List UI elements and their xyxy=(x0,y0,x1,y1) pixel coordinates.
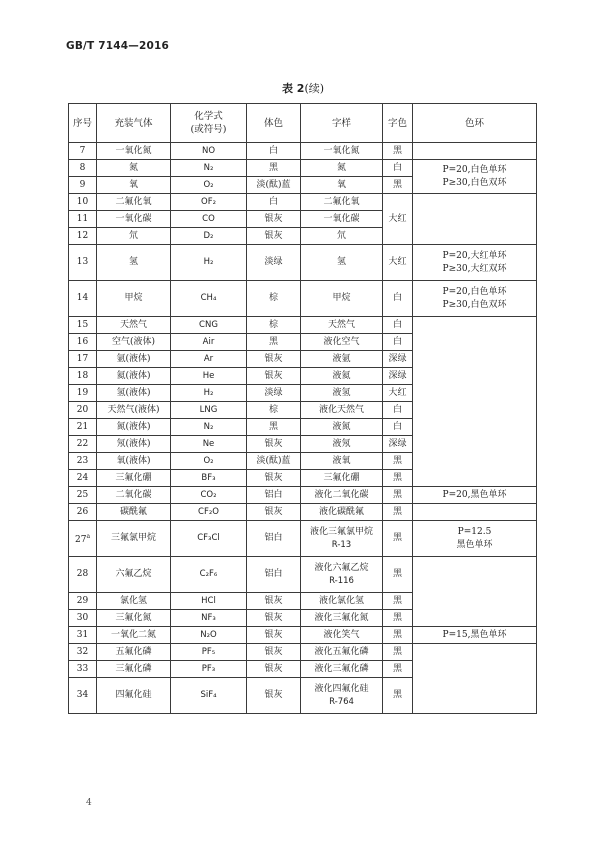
gas-color-table xyxy=(68,103,537,714)
cell-gas: 氮(液体) xyxy=(97,419,171,436)
cell-gas: 二氧化碳 xyxy=(97,487,171,504)
cell-body-color: 银灰 xyxy=(247,644,301,661)
cell-text-color: 深绿 xyxy=(383,368,413,385)
color-ring-line: P=20,黑色单环 xyxy=(442,489,507,500)
row-number: 10 xyxy=(76,196,89,207)
cell-text xyxy=(301,661,383,678)
cell-text xyxy=(301,644,383,661)
cell-text-color: 白 xyxy=(383,419,413,436)
row-number: 24 xyxy=(76,472,89,483)
cell-color-ring xyxy=(413,194,537,245)
cell-text-color: 黑 xyxy=(383,644,413,661)
cell-gas: 天然气 xyxy=(97,317,171,334)
cell-formula: SiF₄ xyxy=(171,678,247,714)
cell-formula: CNG xyxy=(171,317,247,334)
cell-text-line: 氮 xyxy=(336,162,346,173)
cell-no xyxy=(69,160,97,177)
cell-formula: Air xyxy=(171,334,247,351)
cell-body-color: 银灰 xyxy=(247,678,301,714)
cell-text xyxy=(301,351,383,368)
cell-body-color: 淡绿 xyxy=(247,245,301,281)
table-row xyxy=(69,194,537,211)
cell-text xyxy=(301,177,383,194)
cell-formula: C₂F₆ xyxy=(171,557,247,593)
cell-body-color: 铝白 xyxy=(247,521,301,557)
cell-text xyxy=(301,317,383,334)
cell-gas: 三氟化硼 xyxy=(97,470,171,487)
cell-text-color: 黑 xyxy=(383,521,413,557)
table-row xyxy=(69,627,537,644)
cell-no xyxy=(69,521,97,557)
cell-text xyxy=(301,194,383,211)
cell-no xyxy=(69,644,97,661)
cell-text-color: 深绿 xyxy=(383,351,413,368)
cell-text-color: 白 xyxy=(383,281,413,317)
cell-gas: 三氟化氮 xyxy=(97,610,171,627)
cell-text xyxy=(301,678,383,714)
cell-gas: 氧(液体) xyxy=(97,453,171,470)
cell-text-line: 液化碳酰氟 xyxy=(318,506,364,517)
cell-text xyxy=(301,402,383,419)
cell-formula: D₂ xyxy=(171,228,247,245)
cell-body-color: 银灰 xyxy=(247,504,301,521)
cell-text-color: 深绿 xyxy=(383,436,413,453)
color-ring-line: 黑色单环 xyxy=(456,539,493,550)
cell-gas: 四氟化硅 xyxy=(97,678,171,714)
cell-body-color: 淡(酞)蓝 xyxy=(247,177,301,194)
table-row xyxy=(69,317,537,334)
cell-no xyxy=(69,143,97,160)
cell-body-color: 银灰 xyxy=(247,593,301,610)
cell-text-color: 黑 xyxy=(383,504,413,521)
cell-text-line: R-764 xyxy=(329,696,354,707)
cell-no xyxy=(69,194,97,211)
cell-text-line: 液化氯化氢 xyxy=(318,595,364,606)
row-number: 7 xyxy=(79,145,86,156)
cell-gas: 氮 xyxy=(97,160,171,177)
footnote-marker: a xyxy=(86,533,91,540)
cell-no xyxy=(69,661,97,678)
cell-text-line: 天然气 xyxy=(327,319,355,330)
cell-formula: CF₂O xyxy=(171,504,247,521)
col-header-text: 字样 xyxy=(301,104,383,143)
cell-gas: 氩(液体) xyxy=(97,351,171,368)
cell-no xyxy=(69,245,97,281)
color-ring-line: P=20,白色单环 xyxy=(442,164,507,175)
table-row xyxy=(69,245,537,281)
cell-color-ring xyxy=(413,143,537,160)
cell-text-color: 黑 xyxy=(383,661,413,678)
cell-color-ring xyxy=(413,487,537,504)
cell-body-color: 铝白 xyxy=(247,557,301,593)
cell-text-color: 白 xyxy=(383,334,413,351)
cell-formula: CF₃Cl xyxy=(171,521,247,557)
cell-gas: 三氟氯甲烷 xyxy=(97,521,171,557)
cell-body-color: 棕 xyxy=(247,402,301,419)
cell-text-line: 一氧化氮 xyxy=(323,145,360,156)
table-row xyxy=(69,521,537,557)
cell-no xyxy=(69,228,97,245)
cell-no xyxy=(69,317,97,334)
cell-color-ring xyxy=(413,245,537,281)
cell-text xyxy=(301,557,383,593)
cell-text-color: 黑 xyxy=(383,177,413,194)
cell-body-color: 银灰 xyxy=(247,610,301,627)
cell-no xyxy=(69,419,97,436)
row-number: 31 xyxy=(76,629,89,640)
cell-text-color: 大红 xyxy=(383,194,413,245)
cell-gas: 一氧化氮 xyxy=(97,143,171,160)
row-number: 20 xyxy=(76,404,89,415)
cell-gas: 甲烷 xyxy=(97,281,171,317)
cell-formula: O₂ xyxy=(171,453,247,470)
cell-text-line: R-13 xyxy=(331,539,352,550)
row-number: 11 xyxy=(76,213,89,224)
cell-body-color: 棕 xyxy=(247,281,301,317)
col-header-gas: 充装气体 xyxy=(97,104,171,143)
cell-text xyxy=(301,228,383,245)
cell-no xyxy=(69,368,97,385)
row-number: 33 xyxy=(76,663,89,674)
standard-number: GB/T 7144—2016 xyxy=(66,40,170,52)
cell-text xyxy=(301,368,383,385)
cell-no xyxy=(69,211,97,228)
row-number: 15 xyxy=(76,319,89,330)
cell-gas: 氖(液体) xyxy=(97,436,171,453)
cell-no xyxy=(69,593,97,610)
cell-gas: 二氟化氧 xyxy=(97,194,171,211)
cell-gas: 氢 xyxy=(97,245,171,281)
cell-no xyxy=(69,402,97,419)
cell-formula: LNG xyxy=(171,402,247,419)
cell-text xyxy=(301,487,383,504)
cell-text-color: 黑 xyxy=(383,453,413,470)
cell-body-color: 白 xyxy=(247,194,301,211)
table-row xyxy=(69,160,537,177)
cell-formula: NF₃ xyxy=(171,610,247,627)
cell-formula: CH₄ xyxy=(171,281,247,317)
col-header-formula: 化学式 (或符号) xyxy=(171,104,247,143)
cell-formula: H₂ xyxy=(171,385,247,402)
cell-text-line: 液氧 xyxy=(332,455,351,466)
cell-text-color: 大红 xyxy=(383,245,413,281)
row-number: 28 xyxy=(76,569,89,579)
cell-formula: CO₂ xyxy=(171,487,247,504)
row-number: 21 xyxy=(76,421,89,432)
table-caption-label: 表 2 xyxy=(281,82,305,95)
color-ring-line: P=20,白色单环 xyxy=(442,286,507,297)
cell-text-line: 液化六氟乙烷 xyxy=(314,562,369,573)
cell-no xyxy=(69,504,97,521)
cell-text-color: 黑 xyxy=(383,470,413,487)
cell-color-ring xyxy=(413,317,537,487)
cell-no xyxy=(69,453,97,470)
cell-formula: Ne xyxy=(171,436,247,453)
col-header-body-color: 体色 xyxy=(247,104,301,143)
table-header-row xyxy=(69,104,537,143)
cell-body-color: 银灰 xyxy=(247,436,301,453)
cell-text-line: 液化三氟化氮 xyxy=(314,612,369,623)
cell-no xyxy=(69,557,97,593)
row-number: 22 xyxy=(76,438,89,449)
row-number: 9 xyxy=(79,179,86,190)
cell-text-line: 液化三氟化磷 xyxy=(314,663,369,674)
row-number: 26 xyxy=(76,506,89,517)
row-number: 34 xyxy=(76,690,89,700)
color-ring-line: P=12.5 xyxy=(457,526,492,537)
cell-gas: 氘 xyxy=(97,228,171,245)
cell-text-line: 一氧化碳 xyxy=(323,213,360,224)
cell-text xyxy=(301,610,383,627)
cell-text xyxy=(301,385,383,402)
color-ring-line: P≥30,白色双环 xyxy=(442,299,507,310)
table-row xyxy=(69,487,537,504)
cell-formula: HCl xyxy=(171,593,247,610)
table-row xyxy=(69,281,537,317)
cell-text-line: 液氖 xyxy=(332,438,351,449)
col-header-no: 序号 xyxy=(69,104,97,143)
cell-text-color: 大红 xyxy=(383,385,413,402)
cell-body-color: 银灰 xyxy=(247,661,301,678)
table-body xyxy=(69,143,537,714)
cell-body-color: 黑 xyxy=(247,334,301,351)
cell-text-line: 液氦 xyxy=(332,370,351,381)
cell-body-color: 淡绿 xyxy=(247,385,301,402)
cell-gas: 天然气(液体) xyxy=(97,402,171,419)
row-number: 23 xyxy=(76,455,89,466)
cell-color-ring xyxy=(413,557,537,627)
cell-gas: 一氧化二氮 xyxy=(97,627,171,644)
cell-text xyxy=(301,436,383,453)
cell-gas: 氢(液体) xyxy=(97,385,171,402)
row-number: 19 xyxy=(76,387,89,398)
color-ring-line: P=15,黑色单环 xyxy=(442,629,507,640)
col-header-color-ring: 色环 xyxy=(413,104,537,143)
cell-no xyxy=(69,678,97,714)
row-number: 29 xyxy=(76,595,89,606)
row-number: 27 xyxy=(74,535,87,545)
cell-text-line: 液氩 xyxy=(332,353,351,364)
cell-color-ring xyxy=(413,627,537,644)
table-caption xyxy=(0,80,606,96)
cell-body-color: 白 xyxy=(247,143,301,160)
row-number: 30 xyxy=(76,612,89,623)
cell-text-color: 黑 xyxy=(383,557,413,593)
cell-text xyxy=(301,521,383,557)
cell-body-color: 银灰 xyxy=(247,627,301,644)
col-header-text-color: 字色 xyxy=(383,104,413,143)
cell-text xyxy=(301,160,383,177)
cell-formula: N₂ xyxy=(171,419,247,436)
cell-text-line: R-116 xyxy=(329,575,354,586)
cell-text xyxy=(301,334,383,351)
cell-text-line: 液化笑气 xyxy=(323,629,360,640)
cell-no xyxy=(69,281,97,317)
cell-text-line: 液化空气 xyxy=(323,336,360,347)
cell-no xyxy=(69,627,97,644)
cell-text-line: 三氟化硼 xyxy=(323,472,360,483)
cell-formula: H₂ xyxy=(171,245,247,281)
cell-formula: N₂O xyxy=(171,627,247,644)
cell-no xyxy=(69,610,97,627)
cell-text-color: 黑 xyxy=(383,143,413,160)
cell-formula: O₂ xyxy=(171,177,247,194)
cell-text xyxy=(301,470,383,487)
cell-gas: 氧 xyxy=(97,177,171,194)
cell-no xyxy=(69,351,97,368)
cell-body-color: 银灰 xyxy=(247,211,301,228)
cell-gas: 空气(液体) xyxy=(97,334,171,351)
row-number: 16 xyxy=(76,336,89,347)
cell-text xyxy=(301,504,383,521)
cell-gas: 六氟乙烷 xyxy=(97,557,171,593)
row-number: 13 xyxy=(76,257,89,267)
cell-text-color: 黑 xyxy=(383,678,413,714)
cell-no xyxy=(69,385,97,402)
cell-formula: Ar xyxy=(171,351,247,368)
row-number: 17 xyxy=(76,353,89,364)
cell-formula: OF₂ xyxy=(171,194,247,211)
cell-gas: 五氟化磷 xyxy=(97,644,171,661)
cell-formula: BF₃ xyxy=(171,470,247,487)
cell-no xyxy=(69,487,97,504)
cell-text xyxy=(301,593,383,610)
row-number: 32 xyxy=(76,646,89,657)
cell-no xyxy=(69,177,97,194)
cell-text-line: 氘 xyxy=(336,230,346,241)
cell-color-ring xyxy=(413,521,537,557)
cell-text xyxy=(301,453,383,470)
cell-text-color: 黑 xyxy=(383,593,413,610)
cell-body-color: 银灰 xyxy=(247,470,301,487)
cell-body-color: 银灰 xyxy=(247,368,301,385)
cell-no xyxy=(69,436,97,453)
cell-text-color: 白 xyxy=(383,402,413,419)
cell-no xyxy=(69,470,97,487)
cell-text-color: 黑 xyxy=(383,627,413,644)
color-ring-line: P=20,大红单环 xyxy=(442,250,507,261)
cell-color-ring xyxy=(413,504,537,521)
cell-body-color: 铝白 xyxy=(247,487,301,504)
cell-text-line: 甲烷 xyxy=(332,293,351,303)
cell-text-line: 液化三氟氯甲烷 xyxy=(309,526,373,537)
cell-text xyxy=(301,143,383,160)
cell-text xyxy=(301,245,383,281)
table-caption-suffix: (续) xyxy=(304,82,325,95)
cell-body-color: 银灰 xyxy=(247,351,301,368)
cell-text-line: 二氟化氧 xyxy=(323,196,360,207)
cell-formula: N₂ xyxy=(171,160,247,177)
cell-formula: PF₅ xyxy=(171,644,247,661)
cell-body-color: 棕 xyxy=(247,317,301,334)
cell-gas: 一氧化碳 xyxy=(97,211,171,228)
cell-body-color: 淡(酞)蓝 xyxy=(247,453,301,470)
cell-text-color: 白 xyxy=(383,317,413,334)
cell-text-line: 液化天然气 xyxy=(318,404,364,415)
cell-text-color: 黑 xyxy=(383,610,413,627)
cell-gas: 氦(液体) xyxy=(97,368,171,385)
cell-no xyxy=(69,334,97,351)
table-row xyxy=(69,557,537,593)
cell-text-line: 液化四氟化硅 xyxy=(314,683,369,694)
row-number: 8 xyxy=(79,162,86,173)
cell-color-ring xyxy=(413,160,537,194)
cell-text-line: 液氢 xyxy=(332,387,351,398)
cell-formula: NO xyxy=(171,143,247,160)
cell-body-color: 黑 xyxy=(247,160,301,177)
cell-text-line: 氧 xyxy=(336,179,346,190)
row-number: 18 xyxy=(76,370,89,381)
cell-body-color: 黑 xyxy=(247,419,301,436)
cell-formula: PF₃ xyxy=(171,661,247,678)
color-ring-line: P≥30,大红双环 xyxy=(442,263,507,274)
cell-text xyxy=(301,419,383,436)
cell-text-color: 白 xyxy=(383,160,413,177)
cell-text-line: 液化五氟化磷 xyxy=(314,646,369,657)
cell-color-ring xyxy=(413,281,537,317)
cell-color-ring xyxy=(413,644,537,714)
row-number: 25 xyxy=(76,489,89,500)
cell-formula: CO xyxy=(171,211,247,228)
cell-text-line: 液氮 xyxy=(332,421,351,432)
cell-text-line: 氢 xyxy=(336,257,346,267)
cell-formula: He xyxy=(171,368,247,385)
table-row xyxy=(69,143,537,160)
cell-gas: 碳酰氟 xyxy=(97,504,171,521)
cell-gas: 三氟化磷 xyxy=(97,661,171,678)
cell-text xyxy=(301,627,383,644)
table-row xyxy=(69,644,537,661)
cell-text-line: 液化二氧化碳 xyxy=(314,489,369,500)
cell-text-color: 黑 xyxy=(383,487,413,504)
row-number: 14 xyxy=(76,293,89,303)
color-ring-line: P≥30,白色双环 xyxy=(442,177,507,188)
cell-text xyxy=(301,211,383,228)
table-row xyxy=(69,504,537,521)
cell-body-color: 银灰 xyxy=(247,228,301,245)
page-number: 4 xyxy=(86,798,92,808)
cell-gas: 氯化氢 xyxy=(97,593,171,610)
row-number: 12 xyxy=(76,230,89,241)
cell-text xyxy=(301,281,383,317)
